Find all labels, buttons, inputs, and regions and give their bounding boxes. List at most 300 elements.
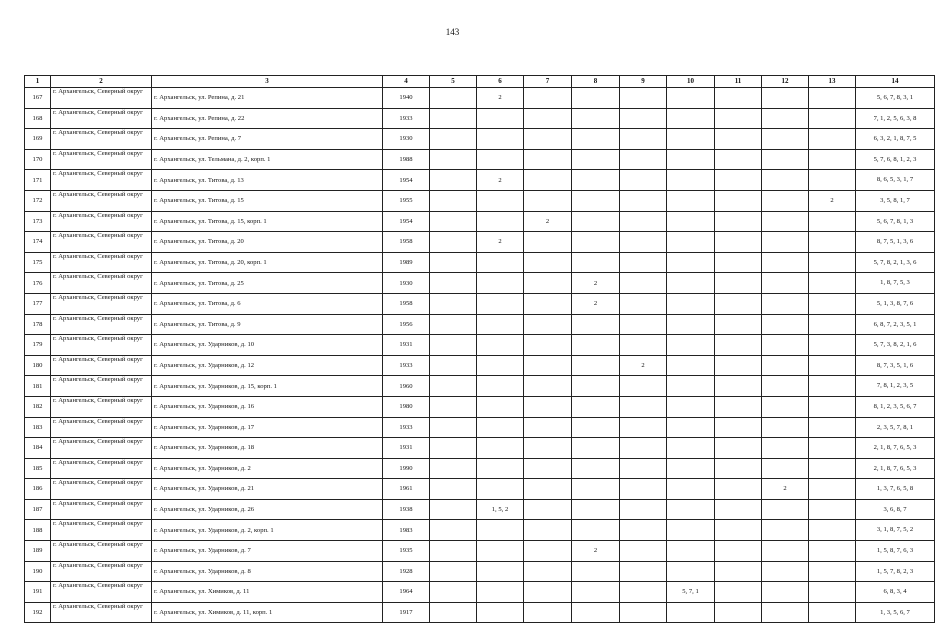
year-cell: 1954 — [383, 211, 430, 232]
col7-cell — [524, 438, 572, 459]
col9-cell — [620, 273, 667, 294]
col11-cell — [715, 376, 762, 397]
col12-cell — [762, 582, 809, 603]
col14-cell: 5, 6, 7, 8, 3, 1 — [856, 88, 935, 109]
row-number-cell: 171 — [25, 170, 51, 191]
col8-cell — [572, 170, 620, 191]
year-cell: 1960 — [383, 376, 430, 397]
col9-cell — [620, 438, 667, 459]
col12-cell — [762, 108, 809, 129]
col14-cell: 6, 8, 3, 4 — [856, 582, 935, 603]
col11-cell — [715, 129, 762, 150]
address-cell: г. Архангельск, ул. Титова, д. 15, корп. 1 — [152, 211, 383, 232]
col12-cell — [762, 252, 809, 273]
col5-cell — [430, 458, 477, 479]
table-row — [25, 252, 935, 273]
col11-cell — [715, 561, 762, 582]
col14-cell: 1, 3, 7, 6, 5, 8 — [856, 479, 935, 500]
table-row — [25, 376, 935, 397]
row-number-cell: 174 — [25, 232, 51, 253]
district-cell: г. Архангельск, Северный округ — [51, 541, 152, 562]
col10-cell — [667, 355, 715, 376]
col6-cell — [477, 520, 524, 541]
district-cell: г. Архангельск, Северный округ — [51, 582, 152, 603]
col13-cell — [809, 479, 856, 500]
col11-cell — [715, 293, 762, 314]
col10-cell — [667, 252, 715, 273]
row-number-cell: 167 — [25, 88, 51, 109]
address-cell: г. Архангельск, ул. Ударников, д. 26 — [152, 499, 383, 520]
col7-cell — [524, 232, 572, 253]
column-header-14: 14 — [856, 76, 935, 88]
col13-cell — [809, 355, 856, 376]
col13-cell — [809, 396, 856, 417]
district-cell: г. Архангельск, Северный округ — [51, 458, 152, 479]
col10-cell — [667, 479, 715, 500]
col14-cell: 5, 6, 7, 8, 1, 3 — [856, 211, 935, 232]
col5-cell — [430, 314, 477, 335]
address-cell: г. Архангельск, ул. Ударников, д. 16 — [152, 396, 383, 417]
col5-cell — [430, 582, 477, 603]
col10-cell — [667, 293, 715, 314]
year-cell: 1983 — [383, 520, 430, 541]
col10-cell — [667, 232, 715, 253]
col7-cell — [524, 602, 572, 623]
col14-cell: 2, 1, 8, 7, 6, 5, 3 — [856, 438, 935, 459]
address-cell: г. Архангельск, ул. Ударников, д. 10 — [152, 335, 383, 356]
col13-cell — [809, 438, 856, 459]
district-cell: г. Архангельск, Северный округ — [51, 335, 152, 356]
col5-cell — [430, 541, 477, 562]
table-row — [25, 499, 935, 520]
col8-cell — [572, 561, 620, 582]
district-cell: г. Архангельск, Северный округ — [51, 396, 152, 417]
table-row — [25, 582, 935, 603]
col5-cell — [430, 273, 477, 294]
column-header-9: 9 — [620, 76, 667, 88]
district-cell: г. Архангельск, Северный округ — [51, 438, 152, 459]
district-cell: г. Архангельск, Северный округ — [51, 293, 152, 314]
col8-cell — [572, 129, 620, 150]
col13-cell — [809, 273, 856, 294]
col7-cell — [524, 88, 572, 109]
col5-cell — [430, 438, 477, 459]
col13-cell — [809, 149, 856, 170]
col14-cell: 8, 7, 5, 1, 3, 6 — [856, 232, 935, 253]
col6-cell — [477, 582, 524, 603]
col14-cell: 7, 1, 2, 5, 6, 3, 8 — [856, 108, 935, 129]
col12-cell — [762, 293, 809, 314]
col10-cell — [667, 541, 715, 562]
row-number-cell: 168 — [25, 108, 51, 129]
col9-cell — [620, 541, 667, 562]
col8-cell — [572, 314, 620, 335]
year-cell: 1988 — [383, 149, 430, 170]
col13-cell — [809, 232, 856, 253]
row-number-cell: 169 — [25, 129, 51, 150]
col13-cell — [809, 314, 856, 335]
address-cell: г. Архангельск, ул. Ударников, д. 12 — [152, 355, 383, 376]
col5-cell — [430, 335, 477, 356]
col9-cell — [620, 479, 667, 500]
district-cell: г. Архангельск, Северный округ — [51, 190, 152, 211]
col13-cell — [809, 252, 856, 273]
row-number-cell: 185 — [25, 458, 51, 479]
year-cell: 1958 — [383, 232, 430, 253]
col5-cell — [430, 499, 477, 520]
col11-cell — [715, 417, 762, 438]
col11-cell — [715, 335, 762, 356]
table-row — [25, 149, 935, 170]
col11-cell — [715, 602, 762, 623]
col11-cell — [715, 396, 762, 417]
col5-cell — [430, 479, 477, 500]
col12-cell — [762, 88, 809, 109]
year-cell: 1989 — [383, 252, 430, 273]
col9-cell — [620, 149, 667, 170]
row-number-cell: 175 — [25, 252, 51, 273]
district-cell: г. Архангельск, Северный округ — [51, 355, 152, 376]
col9-cell — [620, 396, 667, 417]
row-number-cell: 183 — [25, 417, 51, 438]
col7-cell — [524, 108, 572, 129]
address-cell: г. Архангельск, ул. Репина, д. 21 — [152, 88, 383, 109]
year-cell: 1933 — [383, 355, 430, 376]
col11-cell — [715, 355, 762, 376]
address-cell: г. Архангельск, ул. Титова, д. 6 — [152, 293, 383, 314]
year-cell: 1938 — [383, 499, 430, 520]
col9-cell — [620, 88, 667, 109]
col7-cell — [524, 479, 572, 500]
col9-cell — [620, 170, 667, 191]
address-cell: г. Архангельск, ул. Ударников, д. 15, корп. 1 — [152, 376, 383, 397]
col6-cell: 2 — [477, 170, 524, 191]
row-number-cell: 187 — [25, 499, 51, 520]
col11-cell — [715, 252, 762, 273]
col6-cell — [477, 314, 524, 335]
col6-cell — [477, 108, 524, 129]
col12-cell — [762, 355, 809, 376]
col13-cell — [809, 108, 856, 129]
district-cell: г. Архангельск, Северный округ — [51, 129, 152, 150]
district-cell: г. Архангельск, Северный округ — [51, 108, 152, 129]
col10-cell — [667, 458, 715, 479]
col7-cell — [524, 314, 572, 335]
col5-cell — [430, 108, 477, 129]
col10-cell — [667, 499, 715, 520]
col5-cell — [430, 129, 477, 150]
col10-cell — [667, 129, 715, 150]
col11-cell — [715, 458, 762, 479]
col14-cell: 8, 1, 2, 3, 5, 6, 7 — [856, 396, 935, 417]
col11-cell — [715, 314, 762, 335]
col12-cell — [762, 190, 809, 211]
address-cell: г. Архангельск, ул. Репина, д. 22 — [152, 108, 383, 129]
year-cell: 1990 — [383, 458, 430, 479]
col11-cell — [715, 149, 762, 170]
col6-cell — [477, 396, 524, 417]
col11-cell — [715, 479, 762, 500]
col14-cell: 6, 3, 2, 1, 8, 7, 5 — [856, 129, 935, 150]
col12-cell — [762, 602, 809, 623]
table-row — [25, 293, 935, 314]
address-cell: г. Архангельск, ул. Ударников, д. 2 — [152, 458, 383, 479]
col7-cell — [524, 376, 572, 397]
table-row — [25, 88, 935, 109]
column-header-11: 11 — [715, 76, 762, 88]
year-cell: 1933 — [383, 417, 430, 438]
col7-cell — [524, 582, 572, 603]
table-row — [25, 541, 935, 562]
column-header-6: 6 — [477, 76, 524, 88]
col8-cell — [572, 499, 620, 520]
row-number-cell: 186 — [25, 479, 51, 500]
col10-cell — [667, 417, 715, 438]
col7-cell — [524, 541, 572, 562]
col10-cell — [667, 149, 715, 170]
col10-cell — [667, 190, 715, 211]
district-cell: г. Архангельск, Северный округ — [51, 417, 152, 438]
row-number-cell: 189 — [25, 541, 51, 562]
header-row — [25, 76, 935, 88]
col12-cell — [762, 561, 809, 582]
col5-cell — [430, 376, 477, 397]
row-number-cell: 170 — [25, 149, 51, 170]
district-cell: г. Архангельск, Северный округ — [51, 252, 152, 273]
table-row — [25, 458, 935, 479]
col13-cell — [809, 211, 856, 232]
col14-cell: 5, 7, 3, 8, 2, 1, 6 — [856, 335, 935, 356]
col12-cell — [762, 232, 809, 253]
col5-cell — [430, 190, 477, 211]
column-header-1: 1 — [25, 76, 51, 88]
col13-cell — [809, 602, 856, 623]
col5-cell — [430, 252, 477, 273]
col10-cell — [667, 335, 715, 356]
col11-cell — [715, 520, 762, 541]
col8-cell — [572, 376, 620, 397]
col14-cell: 2, 1, 8, 7, 6, 5, 3 — [856, 458, 935, 479]
table-row — [25, 520, 935, 541]
year-cell: 1931 — [383, 335, 430, 356]
col5-cell — [430, 396, 477, 417]
col7-cell — [524, 170, 572, 191]
col14-cell: 3, 6, 8, 7 — [856, 499, 935, 520]
col13-cell — [809, 417, 856, 438]
col11-cell — [715, 88, 762, 109]
address-cell: г. Архангельск, ул. Титова, д. 15 — [152, 190, 383, 211]
col8-cell — [572, 232, 620, 253]
row-number-cell: 191 — [25, 582, 51, 603]
year-cell: 1940 — [383, 88, 430, 109]
col8-cell — [572, 335, 620, 356]
col14-cell: 1, 3, 5, 6, 7 — [856, 602, 935, 623]
address-cell: г. Архангельск, ул. Ударников, д. 7 — [152, 541, 383, 562]
col12-cell: 2 — [762, 479, 809, 500]
district-cell: г. Архангельск, Северный округ — [51, 149, 152, 170]
col8-cell: 2 — [572, 293, 620, 314]
col13-cell — [809, 458, 856, 479]
table-row — [25, 273, 935, 294]
col14-cell: 3, 5, 8, 1, 7 — [856, 190, 935, 211]
table-row — [25, 108, 935, 129]
table-row — [25, 211, 935, 232]
col9-cell — [620, 335, 667, 356]
col12-cell — [762, 170, 809, 191]
col11-cell — [715, 541, 762, 562]
col14-cell: 7, 8, 1, 2, 3, 5 — [856, 376, 935, 397]
district-cell: г. Архангельск, Северный округ — [51, 376, 152, 397]
col9-cell — [620, 582, 667, 603]
col14-cell: 1, 5, 8, 7, 6, 3 — [856, 541, 935, 562]
col7-cell — [524, 520, 572, 541]
col14-cell: 5, 7, 6, 8, 1, 2, 3 — [856, 149, 935, 170]
address-cell: г. Архангельск, ул. Титова, д. 13 — [152, 170, 383, 191]
col10-cell — [667, 396, 715, 417]
col13-cell — [809, 88, 856, 109]
address-cell: г. Архангельск, ул. Ударников, д. 2, корп. 1 — [152, 520, 383, 541]
table-row — [25, 170, 935, 191]
col6-cell — [477, 479, 524, 500]
col5-cell — [430, 602, 477, 623]
col9-cell — [620, 190, 667, 211]
col5-cell — [430, 170, 477, 191]
district-cell: г. Архангельск, Северный округ — [51, 273, 152, 294]
address-cell: г. Архангельск, ул. Ударников, д. 8 — [152, 561, 383, 582]
col13-cell — [809, 129, 856, 150]
col11-cell — [715, 438, 762, 459]
district-cell: г. Архангельск, Северный округ — [51, 602, 152, 623]
column-header-8: 8 — [572, 76, 620, 88]
row-number-cell: 176 — [25, 273, 51, 294]
col14-cell: 3, 1, 8, 7, 5, 2 — [856, 520, 935, 541]
col9-cell — [620, 314, 667, 335]
col13-cell — [809, 561, 856, 582]
table-row — [25, 602, 935, 623]
col13-cell — [809, 520, 856, 541]
col7-cell — [524, 190, 572, 211]
col7-cell — [524, 149, 572, 170]
col6-cell — [477, 211, 524, 232]
col11-cell — [715, 211, 762, 232]
col10-cell — [667, 438, 715, 459]
col14-cell: 1, 5, 7, 8, 2, 3 — [856, 561, 935, 582]
address-cell: г. Архангельск, ул. Титова, д. 20 — [152, 232, 383, 253]
col9-cell — [620, 602, 667, 623]
col10-cell — [667, 602, 715, 623]
col10-cell — [667, 108, 715, 129]
year-cell: 1964 — [383, 582, 430, 603]
address-cell: г. Архангельск, ул. Химиков, д. 11, корп. 1 — [152, 602, 383, 623]
col10-cell — [667, 314, 715, 335]
table-row — [25, 417, 935, 438]
col5-cell — [430, 211, 477, 232]
col6-cell — [477, 438, 524, 459]
table-row — [25, 335, 935, 356]
col11-cell — [715, 108, 762, 129]
col10-cell — [667, 211, 715, 232]
col5-cell — [430, 232, 477, 253]
col6-cell — [477, 273, 524, 294]
col5-cell — [430, 520, 477, 541]
district-cell: г. Архангельск, Северный округ — [51, 561, 152, 582]
table-row — [25, 232, 935, 253]
col12-cell — [762, 541, 809, 562]
row-number-cell: 182 — [25, 396, 51, 417]
row-number-cell: 172 — [25, 190, 51, 211]
column-header-4: 4 — [383, 76, 430, 88]
year-cell: 1928 — [383, 561, 430, 582]
col7-cell — [524, 273, 572, 294]
col13-cell — [809, 541, 856, 562]
table-row — [25, 190, 935, 211]
year-cell: 1954 — [383, 170, 430, 191]
col8-cell: 2 — [572, 541, 620, 562]
col8-cell — [572, 396, 620, 417]
col10-cell — [667, 273, 715, 294]
col8-cell — [572, 458, 620, 479]
col5-cell — [430, 149, 477, 170]
col12-cell — [762, 458, 809, 479]
col12-cell — [762, 417, 809, 438]
col13-cell — [809, 293, 856, 314]
col11-cell — [715, 499, 762, 520]
col8-cell: 2 — [572, 273, 620, 294]
col12-cell — [762, 149, 809, 170]
col12-cell — [762, 211, 809, 232]
col14-cell: 6, 8, 7, 2, 3, 5, 1 — [856, 314, 935, 335]
col7-cell: 2 — [524, 211, 572, 232]
col8-cell — [572, 582, 620, 603]
year-cell: 1933 — [383, 108, 430, 129]
col13-cell — [809, 170, 856, 191]
col10-cell — [667, 88, 715, 109]
col8-cell — [572, 190, 620, 211]
col9-cell — [620, 561, 667, 582]
table-row — [25, 438, 935, 459]
address-cell: г. Архангельск, ул. Репина, д. 7 — [152, 129, 383, 150]
col9-cell — [620, 499, 667, 520]
col6-cell — [477, 376, 524, 397]
col13-cell — [809, 499, 856, 520]
col7-cell — [524, 417, 572, 438]
data-table — [24, 75, 935, 623]
col6-cell — [477, 458, 524, 479]
col5-cell — [430, 355, 477, 376]
col6-cell — [477, 355, 524, 376]
col6-cell — [477, 541, 524, 562]
year-cell: 1930 — [383, 129, 430, 150]
column-header-5: 5 — [430, 76, 477, 88]
row-number-cell: 188 — [25, 520, 51, 541]
col14-cell: 8, 6, 5, 3, 1, 7 — [856, 170, 935, 191]
col7-cell — [524, 129, 572, 150]
col12-cell — [762, 335, 809, 356]
col8-cell — [572, 602, 620, 623]
col6-cell — [477, 417, 524, 438]
year-cell: 1935 — [383, 541, 430, 562]
col7-cell — [524, 458, 572, 479]
col10-cell — [667, 520, 715, 541]
col5-cell — [430, 293, 477, 314]
col5-cell — [430, 417, 477, 438]
col8-cell — [572, 149, 620, 170]
col8-cell — [572, 355, 620, 376]
col8-cell — [572, 252, 620, 273]
col8-cell — [572, 417, 620, 438]
address-cell: г. Архангельск, ул. Титова, д. 25 — [152, 273, 383, 294]
address-cell: г. Архангельск, ул. Ударников, д. 17 — [152, 417, 383, 438]
